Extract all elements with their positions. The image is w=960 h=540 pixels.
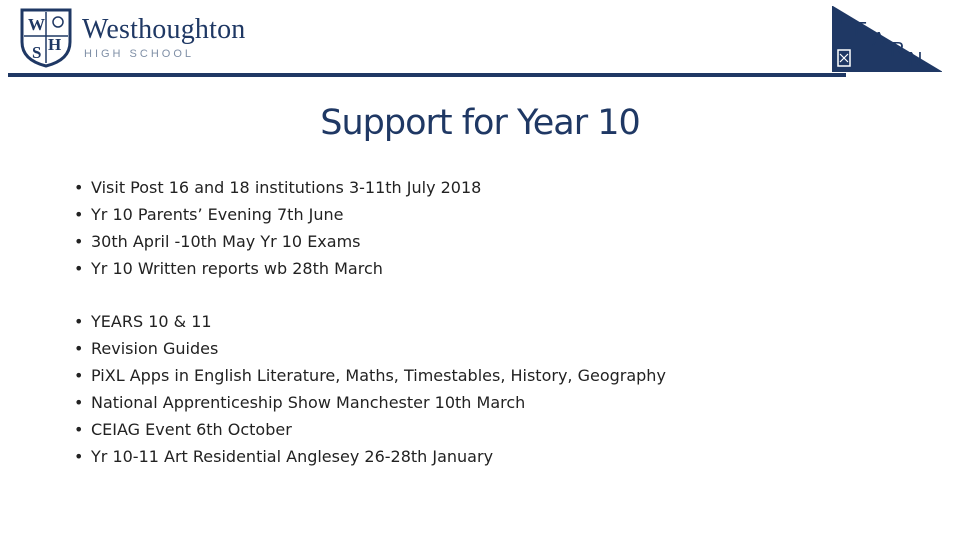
list-item <box>74 308 666 335</box>
header-divider <box>8 73 846 77</box>
list-item-text: Revision Guides <box>91 339 219 358</box>
bullet-icon: • <box>74 205 84 224</box>
school-crest-icon <box>20 8 72 68</box>
list-item-text: Yr 10 Parents’ Evening 7th June <box>91 205 344 224</box>
bullet-icon: • <box>74 259 84 278</box>
school-name: Westhoughton <box>82 14 246 45</box>
list-item <box>74 255 481 282</box>
list-item <box>74 389 666 416</box>
learn-letter-a: A <box>872 29 886 51</box>
list-item <box>74 416 666 443</box>
list-item-text: Yr 10-11 Art Residential Anglesey 26-28th January <box>91 447 494 466</box>
bullet-icon: • <box>74 178 84 197</box>
crest-letter-h: H <box>48 35 62 54</box>
list-item-text: CEIAG Event 6th October <box>91 420 292 439</box>
learn-letter-n: N <box>908 49 923 71</box>
list-item <box>74 174 481 201</box>
bullet-icon: • <box>74 447 84 466</box>
bullet-icon: • <box>74 393 84 412</box>
bullet-icon: • <box>74 312 84 331</box>
list-item-text: Yr 10 Written reports wb 28th March <box>91 259 383 278</box>
list-item <box>74 443 666 470</box>
bullet-list-year10 <box>74 174 481 282</box>
learn-letter-l: L <box>838 9 850 31</box>
slide-title: Support for Year 10 <box>320 103 640 143</box>
bullet-icon: • <box>74 339 84 358</box>
bullet-icon: • <box>74 366 84 385</box>
crest-letter-s: S <box>32 43 42 62</box>
learn-logo <box>832 6 942 72</box>
crest-letter-w: W <box>28 15 45 34</box>
list-item-text: YEARS 10 & 11 <box>91 312 212 331</box>
list-item-text: Visit Post 16 and 18 institutions 3-11th July 2018 <box>91 178 482 197</box>
list-item-text: National Apprenticeship Show Manchester 10th March <box>91 393 526 412</box>
bullet-icon: • <box>74 420 84 439</box>
header <box>0 0 960 80</box>
school-subtitle: HIGH SCHOOL <box>84 48 195 60</box>
list-item-text: 30th April -10th May Yr 10 Exams <box>91 232 361 251</box>
learn-letter-r: R <box>890 39 905 61</box>
list-item <box>74 335 666 362</box>
school-logo <box>8 6 248 68</box>
list-item <box>74 362 666 389</box>
bullet-icon: • <box>74 232 84 251</box>
list-item <box>74 228 481 255</box>
list-item-text: PiXL Apps in English Literature, Maths, Timestables, History, Geography <box>91 366 666 385</box>
list-item <box>74 201 481 228</box>
bullet-list-years-10-11 <box>74 308 666 470</box>
learn-letter-e: E <box>854 19 868 41</box>
